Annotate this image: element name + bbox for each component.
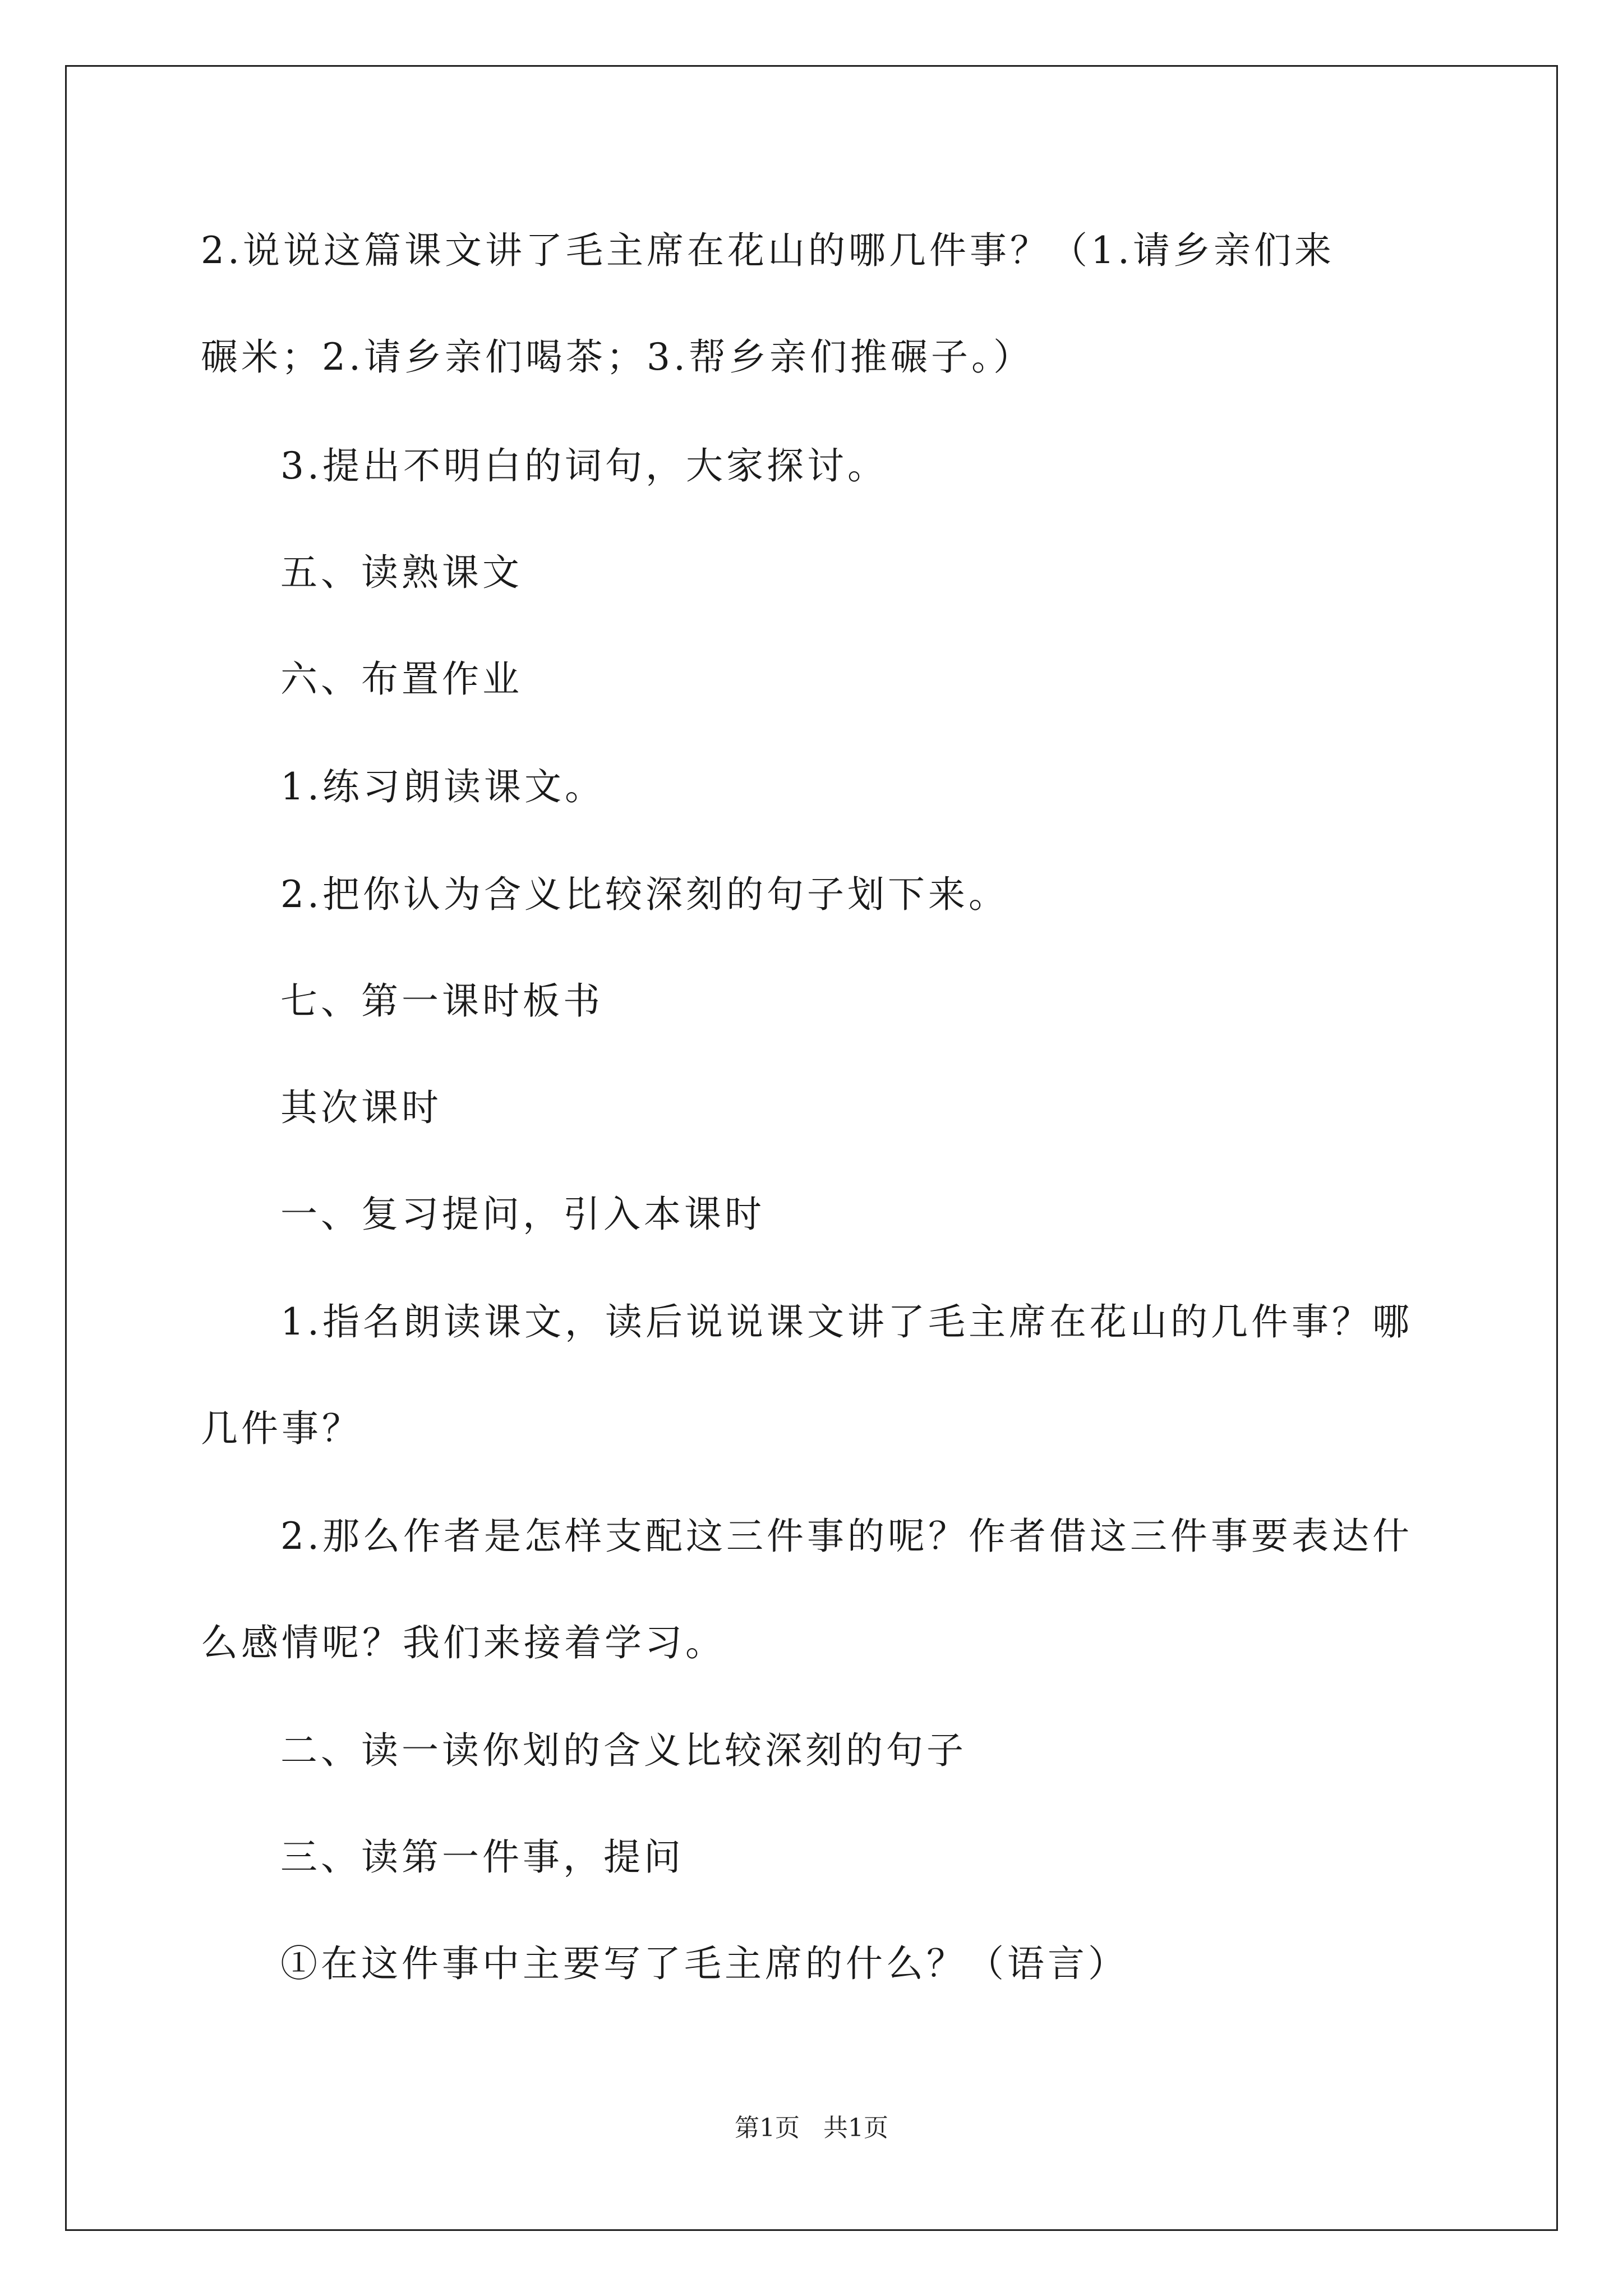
section-heading: 二、读一读你划的含义比较深刻的句子 <box>280 1729 967 1772</box>
section-heading: 其次课时 <box>280 1086 442 1129</box>
paragraph-line: 几件事？ <box>201 1407 362 1450</box>
paragraph-line: 1.练习朗读课文。 <box>280 765 605 808</box>
paragraph-line: 3.提出不明白的词句，大家探讨。 <box>280 444 888 487</box>
page-footer <box>0 2114 1623 2143</box>
paragraph-line: 1.指名朗读课文，读后说说课文讲了毛主席在花山的几件事？哪 <box>280 1300 1413 1343</box>
paragraph-line: 碾米；2.请乡亲们喝茶；3.帮乡亲们推碾子。） <box>201 335 1034 379</box>
paragraph-line: 2.把你认为含义比较深刻的句子划下来。 <box>280 873 1009 916</box>
section-heading: 三、读第一件事，提问 <box>280 1835 684 1879</box>
page-total: 共1页 <box>823 2114 888 2142</box>
paragraph-line: 么感情呢？我们来接着学习。 <box>201 1621 726 1664</box>
paragraph-line: 2.说说这篇课文讲了毛主席在花山的哪几件事？（1.请乡亲们来 <box>201 229 1335 272</box>
page-number: 第1页 <box>735 2114 800 2142</box>
section-heading: 七、第一课时板书 <box>280 979 603 1023</box>
paragraph-line: ①在这件事中主要写了毛主席的什么？（语言） <box>280 1942 1128 1985</box>
paragraph-line: 2.那么作者是怎样支配这三件事的呢？作者借这三件事要表达什 <box>280 1515 1413 1558</box>
page-border <box>65 65 1558 2231</box>
section-heading: 一、复习提问，引入本课时 <box>280 1193 765 1236</box>
section-heading: 五、读熟课文 <box>280 551 523 594</box>
section-heading: 六、布置作业 <box>280 657 523 701</box>
